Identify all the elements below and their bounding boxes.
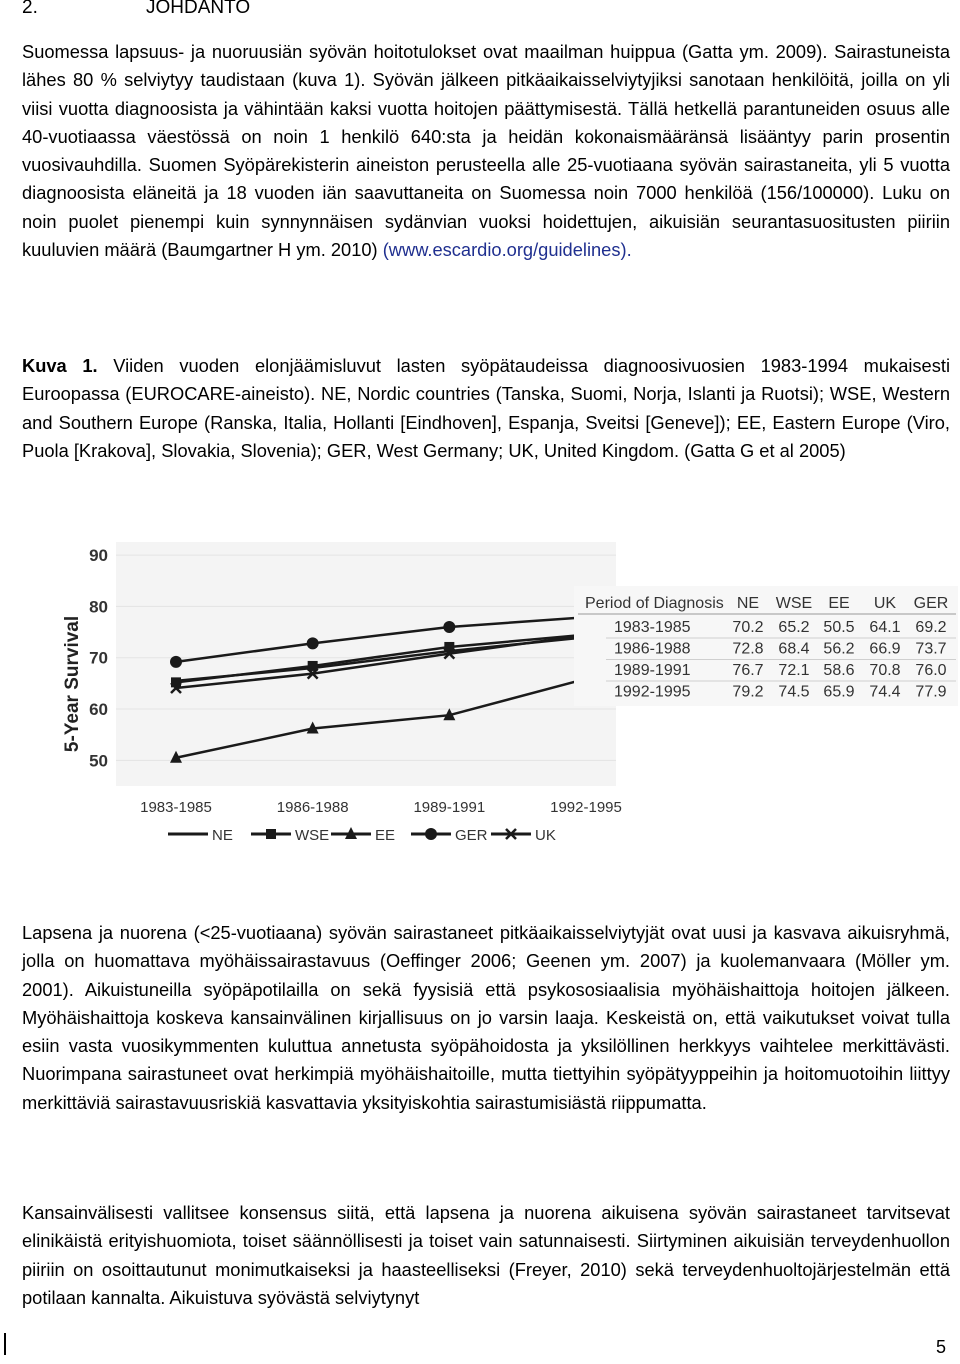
legend-label: WSE <box>295 827 330 844</box>
table-cell: 70.2 <box>732 619 764 636</box>
table-cell: 76.7 <box>732 662 764 679</box>
table-cell: 56.2 <box>823 640 855 658</box>
figure-caption-text: Viiden vuoden elonjäämisluvut lasten syöpätaudeissa diagnoosivuosien 1983-1994 mukaisesti Euroopassa (EUROCARE-aineisto). NE, Nordic countries (Tanska, Suomi, Norja, Islanti ja Ruotsi); WSE, Western and Southern Europe (Ranska, Italia, Hollanti [Eindhoven], Espanja, Sveitsi [Geneve]); EE, Eastern Europe (Viro, Puola [Krakova], Slovakia, Slovenia); GER, West Germany; UK, United Kingdom. (Gatta G et al 2005) <box>22 355 951 461</box>
table-cell: 64.1 <box>869 619 901 636</box>
y-tick-label: 50 <box>89 751 108 771</box>
data-point-circle <box>307 637 319 649</box>
plot-background <box>116 542 616 786</box>
legend-label: GER <box>455 827 488 844</box>
table-header-cell: UK <box>873 595 897 612</box>
data-point-square <box>266 829 276 839</box>
data-point-circle <box>425 828 437 840</box>
table-cell: 65.2 <box>778 619 810 636</box>
diagnosis-period-table <box>574 586 958 706</box>
table-cell: 73.7 <box>915 640 947 658</box>
table-cell: 76.0 <box>915 662 947 679</box>
table-cell: 50.5 <box>823 619 855 636</box>
table-cell: 68.4 <box>778 640 810 658</box>
plot-area <box>116 542 616 786</box>
table-cell: 65.9 <box>823 683 855 701</box>
figure-caption-label: Kuva 1. <box>22 355 98 376</box>
table-header-cell: Period of Diagnosis <box>585 595 724 612</box>
legend-label: UK <box>535 827 556 844</box>
intro-paragraph-text: Suomessa lapsuus- ja nuoruusiän syövän hoitotulokset ovat maailman huippua (Gatta ym. 2009). Sairastuneista lähes 80 % selviytyy taudistaan (kuva 1). Syövän jälkeen pitkäaikaisselviytyjiksi sanotaan henkilöitä, joilla on yli viisi vuotta diagnoosista ja vähintään kaksi vuotta hoitojen päättymisestä. Tällä hetkellä parantuneiden osuus alle 40-vuotiaassa väestössä on noin 1 henkilö 640:sta ja heidän kokonaismääränsä lisääntyy parin prosentin vuosivauhdilla. Suomen Syöpärekisterin aineiston perusteella alle 25-vuotiaana syövän sairastaneita, yli 5 vuotta diagnoosista eläneitä ja 18 vuoden iän saavuttaneita on Suomessa noin 7000 henkilöä (156/100000). Luku on noin puolet pienempi kuin synnynnäisen sydänvian vuoksi hoidettujen, aikuisiän seurantasuositusten piiriin kuuluvien määrä (Baumgartner H ym. 2010) <box>22 41 950 261</box>
table-cell: 79.2 <box>732 683 764 701</box>
table-cell: 1986-1988 <box>614 640 691 658</box>
x-tick-label: 1989-1991 <box>413 799 486 816</box>
legend-label: NE <box>212 827 233 844</box>
table-cell: 1992-1995 <box>614 683 691 701</box>
y-tick-label: 80 <box>89 597 108 617</box>
x-tick-label: 1986-1988 <box>276 799 349 816</box>
table-cell: 1989-1991 <box>614 662 691 679</box>
data-point-circle <box>443 621 455 633</box>
table-cell: 72.8 <box>732 640 764 658</box>
page-number: 5 <box>936 1337 947 1357</box>
data-point <box>187 833 190 836</box>
table-header-cell: EE <box>828 595 850 612</box>
table-header-cell: GER <box>913 595 949 612</box>
data-point-circle <box>170 656 182 668</box>
section-heading <box>22 0 250 20</box>
y-tick-label: 90 <box>89 546 108 566</box>
table-cell: 69.2 <box>915 619 947 636</box>
table-cell: 74.5 <box>778 683 810 701</box>
y-tick-label: 70 <box>89 648 108 668</box>
section-number: 2. <box>22 0 38 18</box>
body-paragraph-3: Kansainvälisesti vallitsee konsensus siitä, että lapsena ja nuorena aikuisena syövän sairastaneet tarvitsevat elinikäistä erityishuomiota, toiset säännöllisesti ja toiset vain satunnaisesti. Siirtyminen aikuisiän terveydenhuollon piiriin on osoittautunut monimutkaiseksi ja haasteelliseksi (Freyer, 2010) sekä terveydenhuoltojärjestelmän että potilaan kannalta. Aikuistuva syövästä selviytynyt <box>22 1202 950 1308</box>
table-cell: 74.4 <box>869 683 901 701</box>
table-cell: 70.8 <box>869 662 901 679</box>
escardio-link[interactable]: (www.escardio.org/guidelines). <box>382 239 632 261</box>
survival-line-chart <box>56 528 960 858</box>
table-header-cell: NE <box>736 595 760 612</box>
table-cell: 66.9 <box>869 640 901 658</box>
footer-margin-bar <box>4 1333 6 1355</box>
y-axis-label: 5-Year Survival <box>62 615 83 753</box>
intro-paragraph <box>22 38 950 264</box>
table-cell: 72.1 <box>778 662 810 679</box>
table-cell: 77.9 <box>915 683 947 701</box>
table-header-cell: WSE <box>775 595 813 612</box>
body-paragraph-2: Lapsena ja nuorena (<25-vuotiaana) syövän sairastaneet pitkäaikaisselviytyjät ovat uusi ja kasvava aikuisryhmä, jolla on huomattava myöhäissairastavuus (Oeffinger 2006; Geenen ym. 2007) ja kuolemanvaara (Möller ym. 2001). Aikuistuneilla syöpäpotilailla on sekä fyysisiä että psykososiaalisia myöhäishaittoja hoitojen jälkeen. Myöhäishaittoja koskeva kansainvälinen kirjallisuus on jo varsin laaja. Keskeistä on, että vaikutukset voivat tulla esiin vasta vuosikymmenten kuluttua annetusta syöpähoidosta ja yksilöllinen herkkyys vaihtelee merkittävästi. Nuorimpana sairastuneet ovat herkimpiä myöhäishaitoille, mutta tiettyihin syöpätyyppeihin ja hoitomuotoihin liittyy merkittäviä sairastavuusriskiä kasvattavia yksityiskohtia sairastumisiästä riippumatta. <box>22 922 950 1113</box>
figure-caption <box>22 352 950 465</box>
legend-label: EE <box>375 827 396 844</box>
x-tick-label: 1992-1995 <box>550 799 622 816</box>
x-tick-label: 1983-1985 <box>140 799 212 816</box>
table-cell: 58.6 <box>823 662 855 679</box>
y-tick-label: 60 <box>89 700 108 720</box>
section-title: JOHDANTO <box>146 0 251 18</box>
table-cell: 1983-1985 <box>614 619 691 636</box>
